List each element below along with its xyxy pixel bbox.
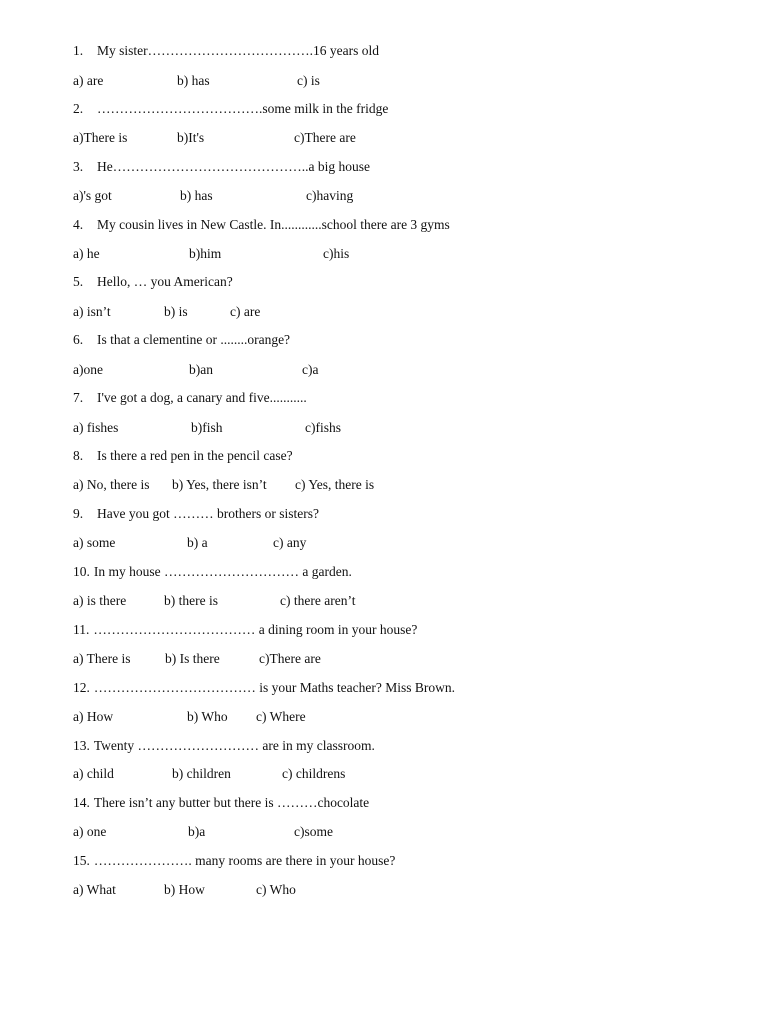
option-c: c) Who — [256, 882, 296, 897]
question-8 — [73, 446, 748, 466]
question-number: 6. — [73, 332, 84, 347]
question-number: 11. — [73, 622, 90, 637]
option-a: a) are — [73, 73, 104, 88]
question-14 — [73, 793, 748, 813]
question-3 — [73, 157, 748, 177]
option-b: b)an — [189, 362, 213, 377]
question-number: 12. — [73, 680, 90, 695]
options-15 — [73, 880, 748, 900]
option-c: c) childrens — [282, 766, 346, 781]
question-text: Twenty ……………………… are in my classroom. — [93, 738, 375, 753]
question-10 — [73, 562, 748, 582]
option-a: a) There is — [73, 651, 131, 666]
option-c: c) Yes, there is — [295, 477, 375, 492]
options-7 — [73, 418, 748, 438]
option-c: c) are — [230, 304, 261, 319]
options-14 — [73, 822, 748, 842]
option-b: b) Yes, there isn’t — [172, 477, 267, 492]
question-number: 2. — [73, 101, 84, 116]
question-number: 10. — [73, 564, 90, 579]
question-number: 4. — [73, 217, 84, 232]
option-a: a)one — [73, 362, 103, 377]
option-a: a) fishes — [73, 420, 119, 435]
question-7 — [73, 388, 748, 408]
option-b: b) has — [180, 188, 213, 203]
option-a: a) is there — [73, 593, 127, 608]
question-text: ……………………………… is your Maths teacher? Miss Brown. — [93, 680, 455, 695]
option-c: c) Where — [256, 709, 306, 724]
option-b: b) children — [172, 766, 231, 781]
option-b: b) Is there — [165, 651, 220, 666]
option-b: b)him — [189, 246, 222, 261]
question-number: 15. — [73, 853, 90, 868]
question-12 — [73, 678, 748, 698]
options-2 — [73, 128, 748, 148]
options-12 — [73, 707, 748, 727]
question-text: Have you got ……… brothers or sisters? — [97, 506, 319, 521]
question-4 — [73, 215, 748, 235]
option-b: b) a — [187, 535, 208, 550]
question-text: In my house ………………………… a garden. — [93, 564, 352, 579]
question-1 — [73, 41, 748, 61]
option-a: a) he — [73, 246, 100, 261]
question-text: I've got a dog, a canary and five........... — [97, 390, 307, 405]
question-text: He……………………………………..a big house — [97, 159, 370, 174]
option-c: c)fishs — [305, 420, 341, 435]
options-9 — [73, 533, 748, 553]
question-13 — [73, 736, 748, 756]
option-b: b) has — [177, 73, 210, 88]
option-a: a) some — [73, 535, 116, 550]
option-c: c)his — [323, 246, 350, 261]
question-number: 5. — [73, 274, 84, 289]
option-c: c) any — [273, 535, 307, 550]
question-number: 13. — [73, 738, 90, 753]
question-number: 14. — [73, 795, 90, 810]
option-a: a) child — [73, 766, 114, 781]
options-11 — [73, 649, 748, 669]
option-c: c)some — [294, 824, 333, 839]
option-a: a)There is — [73, 130, 128, 145]
option-b: b)It's — [177, 130, 205, 145]
option-c: c)There are — [294, 130, 356, 145]
question-text: ……………………………….some milk in the fridge — [97, 101, 389, 116]
option-a: a)'s got — [73, 188, 112, 203]
question-number: 9. — [73, 506, 84, 521]
options-10 — [73, 591, 748, 611]
question-text: Hello, … you American? — [97, 274, 233, 289]
question-number: 7. — [73, 390, 84, 405]
question-text: Is there a red pen in the pencil case? — [97, 448, 293, 463]
question-11 — [73, 620, 748, 640]
option-a: a) isn’t — [73, 304, 111, 319]
option-a: a) What — [73, 882, 116, 897]
question-text: My sister……………………………….16 years old — [97, 43, 379, 58]
option-c: c)having — [306, 188, 354, 203]
option-b: b) is — [164, 304, 188, 319]
option-c: c) is — [297, 73, 320, 88]
option-b: b) How — [164, 882, 205, 897]
options-8 — [73, 475, 748, 495]
option-b: b)fish — [191, 420, 223, 435]
question-number: 8. — [73, 448, 84, 463]
option-b: b) Who — [187, 709, 228, 724]
options-5 — [73, 302, 748, 322]
question-text: ……………………………… a dining room in your house? — [93, 622, 418, 637]
options-4 — [73, 244, 748, 264]
question-text: …………………. many rooms are there in your house? — [93, 853, 396, 868]
question-number: 1. — [73, 43, 84, 58]
question-6 — [73, 330, 748, 350]
option-a: a) No, there is — [73, 477, 150, 492]
options-1 — [73, 71, 748, 91]
question-2 — [73, 99, 748, 119]
question-text: My cousin lives in New Castle. In............school there are 3 gyms — [97, 217, 450, 232]
option-b: b) there is — [164, 593, 218, 608]
option-a: a) one — [73, 824, 107, 839]
option-c: c)There are — [259, 651, 321, 666]
question-5 — [73, 272, 748, 292]
question-15 — [73, 851, 748, 871]
options-3 — [73, 186, 748, 206]
question-text: Is that a clementine or ........orange? — [97, 332, 291, 347]
question-number: 3. — [73, 159, 84, 174]
question-9 — [73, 504, 748, 524]
option-b: b)a — [188, 824, 206, 839]
options-6 — [73, 360, 748, 380]
options-13 — [73, 764, 748, 784]
option-c: c) there aren’t — [280, 593, 356, 608]
option-a: a) How — [73, 709, 114, 724]
question-text: There isn’t any butter but there is ………chocolate — [93, 795, 370, 810]
option-c: c)a — [302, 362, 319, 377]
